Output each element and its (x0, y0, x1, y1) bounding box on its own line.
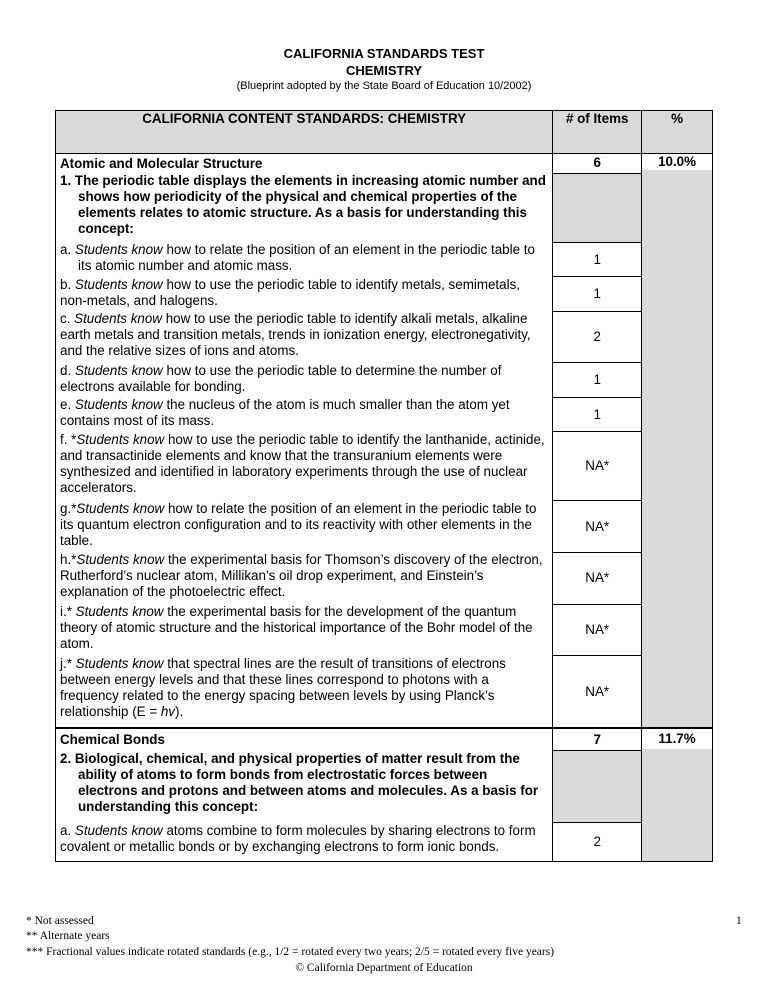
objective-c: c. Students know how to use the periodic table to identify alkali metals, alkaline earth metals and transition metals, trends in ionization energy, electronegativity, and the relative sizes of ions and atoms. (56, 311, 553, 363)
copyright: © California Department of Education (295, 962, 473, 974)
objective-j: j.* Students know that spectral lines are the result of transitions of electrons between energy levels and that these lines correspond to photons with a frequency related to the energy spacing between levels by using Planck’s relationship (E = hv). (56, 656, 553, 728)
col-header-standards: CALIFORNIA CONTENT STANDARDS: CHEMISTRY (56, 111, 553, 154)
footnote-alternate: ** Alternate years (26, 930, 110, 942)
section-row-atomic (56, 154, 713, 174)
objective-i: i.* Students know the experimental basis for the development of the quantum theory of atomic structure and the historical importance of the Bohr model of the atom. (56, 604, 553, 656)
section-title: Chemical Bonds (56, 728, 553, 751)
section-items: 6 (553, 154, 642, 174)
footnote-fractional: *** Fractional values indicate rotated standards (e.g., 1/2 = rotated every two years; 2/5 = rotated every five years) (26, 946, 555, 958)
standard-2-text: 2. Biological, chemical, and physical properties of matter result from the ability of atoms to form bonds from electrostatic forces between electrons and protons and between atoms and molecules. As a basis for understanding this concept: (56, 751, 553, 823)
standard-row (56, 173, 713, 242)
objective-row (56, 501, 713, 553)
standard-items-empty (553, 173, 642, 242)
objective-d-count: 1 (553, 363, 642, 397)
objective-f: f. *Students know how to use the periodic table to identify the lanthanide, actinide, and transactinide elements and know that the transuranium elements were synthesized and identified in laboratory experiments through the use of nuclear accelerators. (56, 432, 553, 501)
table-header-row (56, 111, 713, 154)
objective-2a-count: 2 (553, 823, 642, 862)
objective-j-count: NA* (553, 656, 642, 728)
section-pct (642, 728, 713, 862)
standard-1-text: 1. The periodic table displays the elements in increasing atomic number and shows how periodicity of the physical and chemical properties of the elements relates to atomic structure. As a basis for understanding this concept: (56, 173, 553, 242)
doc-title-line2: CHEMISTRY (345, 63, 423, 78)
objective-row (56, 311, 713, 363)
section-row-bonds (56, 728, 713, 751)
objective-row (56, 604, 713, 656)
objective-b: b. Students know how to use the periodic table to identify metals, semimetals, non-metals, and halogens. (56, 277, 553, 311)
objective-row (56, 823, 713, 862)
footnote-not-assessed: * Not assessed (26, 915, 94, 927)
objective-g-count: NA* (553, 501, 642, 553)
objective-b-count: 1 (553, 277, 642, 311)
objective-row (56, 363, 713, 397)
gray-filler (642, 749, 712, 861)
objective-row (56, 397, 713, 431)
objective-a-count: 1 (553, 242, 642, 276)
objective-a: a. Students know how to relate the position of an element in the periodic table to its atomic number and atomic mass. (56, 242, 553, 276)
objective-row (56, 552, 713, 604)
objective-f-count: NA* (553, 432, 642, 501)
section-items: 7 (553, 728, 642, 751)
standard-items-empty (553, 751, 642, 823)
standard-row (56, 751, 713, 823)
doc-title-line1: CALIFORNIA STANDARDS TEST (283, 46, 485, 61)
section-title: Atomic and Molecular Structure (56, 154, 553, 174)
objective-c-count: 2 (553, 311, 642, 363)
objective-row (56, 242, 713, 276)
page-number: 1 (736, 915, 742, 927)
section-pct-value: 10.0% (646, 154, 708, 170)
objective-2a: a. Students know atoms combine to form molecules by sharing electrons to form covalent or metallic bonds or by exchanging electrons to form ionic bonds. (56, 823, 553, 862)
col-header-pct: % (642, 111, 713, 154)
gray-filler (642, 170, 712, 727)
section-pct (642, 154, 713, 729)
col-header-items: # of Items (553, 111, 642, 154)
objective-g: g.*Students know how to relate the position of an element in the periodic table to its quantum electron configuration and to its reactivity with other elements in the table. (56, 501, 553, 553)
section-pct-value: 11.7% (658, 731, 696, 746)
objective-row (56, 432, 713, 501)
objective-h-count: NA* (553, 552, 642, 604)
objective-row (56, 656, 713, 728)
objective-e-count: 1 (553, 397, 642, 431)
doc-subtitle: (Blueprint adopted by the State Board of Education 10/2002) (236, 80, 532, 92)
objective-row (56, 277, 713, 311)
objective-i-count: NA* (553, 604, 642, 656)
objective-h: h.*Students know the experimental basis for Thomson’s discovery of the electron, Rutherford’s nuclear atom, Millikan’s oil drop experiment, and Einstein’s explanation of the photoelectric effect. (56, 552, 553, 604)
blueprint-table (55, 110, 713, 862)
objective-e: e. Students know the nucleus of the atom is much smaller than the atom yet contains most of its mass. (56, 397, 553, 431)
objective-d: d. Students know how to use the periodic table to determine the number of electrons available for bonding. (56, 363, 553, 397)
